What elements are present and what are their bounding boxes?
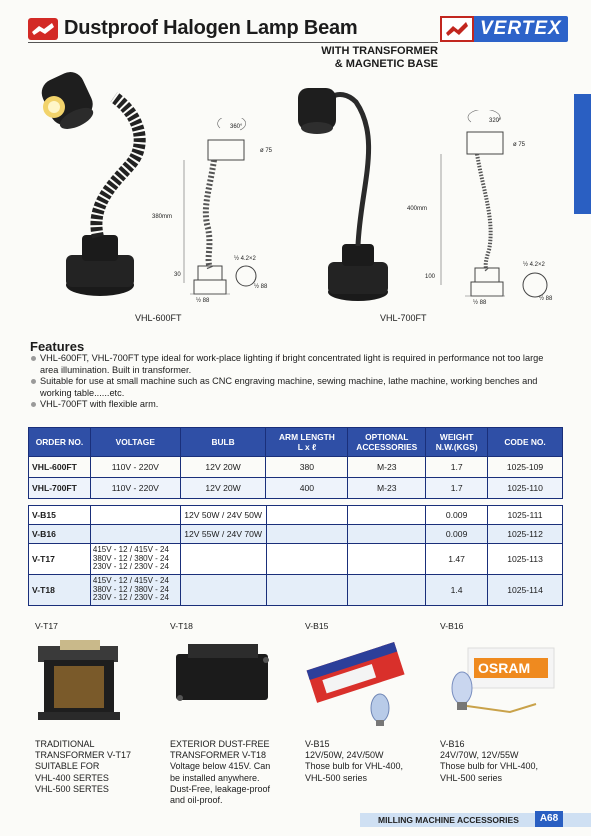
accessory-desc-v-b15: V-B15 12V/50W, 24V/50W Those bulb for VHL-400, VHL-500 series	[305, 739, 404, 783]
cell-code: 1025-112	[488, 525, 563, 544]
col-voltage: VOLTAGE	[90, 428, 180, 457]
footer-section: MILLING MACHINE ACCESSORIES	[378, 815, 519, 825]
cell-bulb: 12V 20W	[180, 478, 266, 499]
vhl-700ft-caption: VHL-700FT	[380, 313, 427, 323]
page-number: A68	[535, 811, 563, 827]
vhl-600ft-base-dim: ½ 88	[196, 298, 210, 303]
voltage-line: 230V - 12 / 230V - 24	[92, 593, 169, 603]
cell-code: 1025-110	[488, 478, 563, 499]
subtitle-line-1: WITH TRANSFORMER	[321, 45, 438, 57]
vhl-700ft-base-dim-2: ½ 88	[539, 296, 553, 302]
side-accent-bar	[574, 94, 591, 214]
vhl-600ft-caption: VHL-600FT	[135, 313, 182, 323]
cell-weight: 1.47	[426, 544, 488, 575]
osram-box-brand: OSRAM	[478, 660, 531, 676]
cell-accessories	[348, 506, 426, 525]
vhl-700ft-rotation: 320°	[489, 118, 502, 124]
col-accessories-line-2: ACCESSORIES	[356, 442, 418, 452]
vhl-700ft-thread-dim: ½ 4.2×2	[523, 262, 545, 268]
vhl-600ft-height-dim: 30	[174, 272, 181, 278]
vhl-600ft-base-dim-2: ½ 88	[254, 284, 268, 290]
accessory-desc-v-b16: V-B16 24V/70W, 12V/55W Those bulb for VHL-400, VHL-500 series	[440, 739, 539, 783]
col-order-no: ORDER NO.	[29, 428, 91, 457]
accessory-label-v-b15: V-B15	[305, 621, 329, 631]
brand-logo	[440, 16, 568, 42]
col-arm-length-line-1: ARM LENGTH	[278, 432, 335, 442]
title-underline	[28, 42, 438, 43]
col-bulb: BULB	[180, 428, 266, 457]
spec-table-header	[29, 428, 563, 457]
table-row	[29, 478, 563, 499]
voltage-line: 415V - 12 / 415V - 24	[92, 545, 169, 555]
accessory-label-v-b16: V-B16	[440, 621, 464, 631]
cell-weight: 0.009	[426, 525, 488, 544]
brand-mark-icon	[440, 16, 474, 42]
accessory-desc-v-t18: EXTERIOR DUST-FREE TRANSFORMER V-T18 Voltage below 415V. Can be installed anywhere. Dust-Free, leakage-proof and oil-proof.	[170, 739, 271, 806]
cell-accessories	[348, 525, 426, 544]
transformer-v-t17-photo	[30, 638, 130, 726]
col-weight-line-2: N.W.(KGS)	[435, 442, 478, 452]
vhl-600ft-dia-top: ø 75	[260, 148, 273, 154]
table-row	[29, 506, 563, 525]
col-arm-length-line-2: L x ℓ	[297, 442, 317, 452]
cell-accessories	[348, 544, 426, 575]
spec-table	[28, 427, 563, 499]
cell-arm	[266, 575, 348, 606]
features-title: Features	[30, 339, 85, 354]
cell-order: VHL-600FT	[29, 457, 91, 478]
cell-bulb: 12V 55W / 24V 70W	[180, 525, 266, 544]
cell-arm: 400	[266, 478, 348, 499]
col-accessories-line-1: OPTIONAL	[365, 432, 409, 442]
cell-order: V-B16	[29, 525, 91, 544]
feature-item: VHL-700FT with flexible arm.	[30, 399, 550, 411]
cell-voltage: 110V - 220V	[90, 478, 180, 499]
table-row	[29, 575, 563, 606]
title-icon	[28, 18, 58, 40]
vhl-600ft-arm-dim: 380mm	[152, 214, 173, 220]
col-arm-length	[266, 428, 348, 457]
voltage-line: 415V - 12 / 415V - 24	[92, 576, 169, 586]
cell-bulb: 12V 50W / 24V 50W	[180, 506, 266, 525]
cell-accessories: M-23	[348, 457, 426, 478]
vhl-700ft-height-dim: 100	[425, 274, 436, 280]
cell-arm	[266, 506, 348, 525]
accessory-label-v-t17: V-T17	[35, 621, 58, 631]
cell-order: V-T17	[29, 544, 91, 575]
col-accessories	[348, 428, 426, 457]
cell-arm: 380	[266, 457, 348, 478]
cell-code: 1025-109	[488, 457, 563, 478]
voltage-line: 230V - 12 / 230V - 24	[92, 562, 169, 572]
cell-order: V-B15	[29, 506, 91, 525]
cell-voltage	[90, 525, 180, 544]
cell-arm	[266, 544, 348, 575]
accessory-table	[28, 505, 563, 606]
cell-voltage	[90, 544, 180, 575]
vhl-700ft-dia-top: ø 75	[513, 142, 526, 148]
col-weight	[426, 428, 488, 457]
col-code-no: CODE NO.	[488, 428, 563, 457]
cell-bulb	[180, 575, 266, 606]
cell-code: 1025-111	[488, 506, 563, 525]
voltage-line: 380V - 12 / 380V - 24	[92, 553, 169, 563]
cell-code: 1025-113	[488, 544, 563, 575]
cell-code: 1025-114	[488, 575, 563, 606]
vhl-600ft-rotation: 360°	[230, 124, 243, 130]
brand-name: VERTEX	[480, 18, 562, 39]
cell-order: V-T18	[29, 575, 91, 606]
bulb-v-b16-photo	[440, 640, 560, 730]
cell-arm	[266, 525, 348, 544]
voltage-line: 380V - 12 / 380V - 24	[92, 584, 169, 594]
accessory-label-v-t18: V-T18	[170, 621, 193, 631]
vhl-700ft-base-dim: ½ 88	[473, 300, 487, 305]
table-row	[29, 525, 563, 544]
cell-bulb	[180, 544, 266, 575]
subtitle-line-2: & MAGNETIC BASE	[334, 58, 438, 70]
features-list	[30, 353, 550, 411]
table-row	[29, 457, 563, 478]
cell-bulb: 12V 20W	[180, 457, 266, 478]
cell-voltage: 110V - 220V	[90, 457, 180, 478]
vhl-600ft-thread-dim: ½ 4.2×2	[234, 256, 256, 262]
cell-weight: 1.7	[426, 478, 488, 499]
feature-item: Suitable for use at small machine such as CNC engraving machine, sewing machine, lathe machine, working benches and working table......etc.	[30, 376, 550, 399]
cell-accessories: M-23	[348, 478, 426, 499]
vhl-700ft-arm-dim: 400mm	[407, 206, 428, 212]
cell-order: VHL-700FT	[29, 478, 91, 499]
vhl-700ft-drawing	[405, 110, 565, 305]
table-row	[29, 544, 563, 575]
cell-weight: 1.7	[426, 457, 488, 478]
bulb-v-b15-photo	[302, 634, 407, 729]
page-subtitle	[310, 45, 438, 71]
cell-voltage	[90, 506, 180, 525]
feature-item: VHL-600FT, VHL-700FT type ideal for work-place lighting if bright concentrated light is required in performance not too large area illumination. Built in transformer.	[30, 353, 550, 376]
vhl-600ft-drawing	[150, 118, 280, 303]
transformer-v-t18-photo	[168, 640, 278, 712]
col-weight-line-1: WEIGHT	[439, 432, 474, 442]
cell-weight: 1.4	[426, 575, 488, 606]
cell-accessories	[348, 575, 426, 606]
cell-weight: 0.009	[426, 506, 488, 525]
accessory-desc-v-t17: TRADITIONAL TRANSFORMER V-T17 SUITABLE FOR VHL-400 SERTES VHL-500 SERTES	[35, 739, 132, 794]
cell-voltage	[90, 575, 180, 606]
page-title: Dustproof Halogen Lamp Beam	[64, 17, 358, 39]
